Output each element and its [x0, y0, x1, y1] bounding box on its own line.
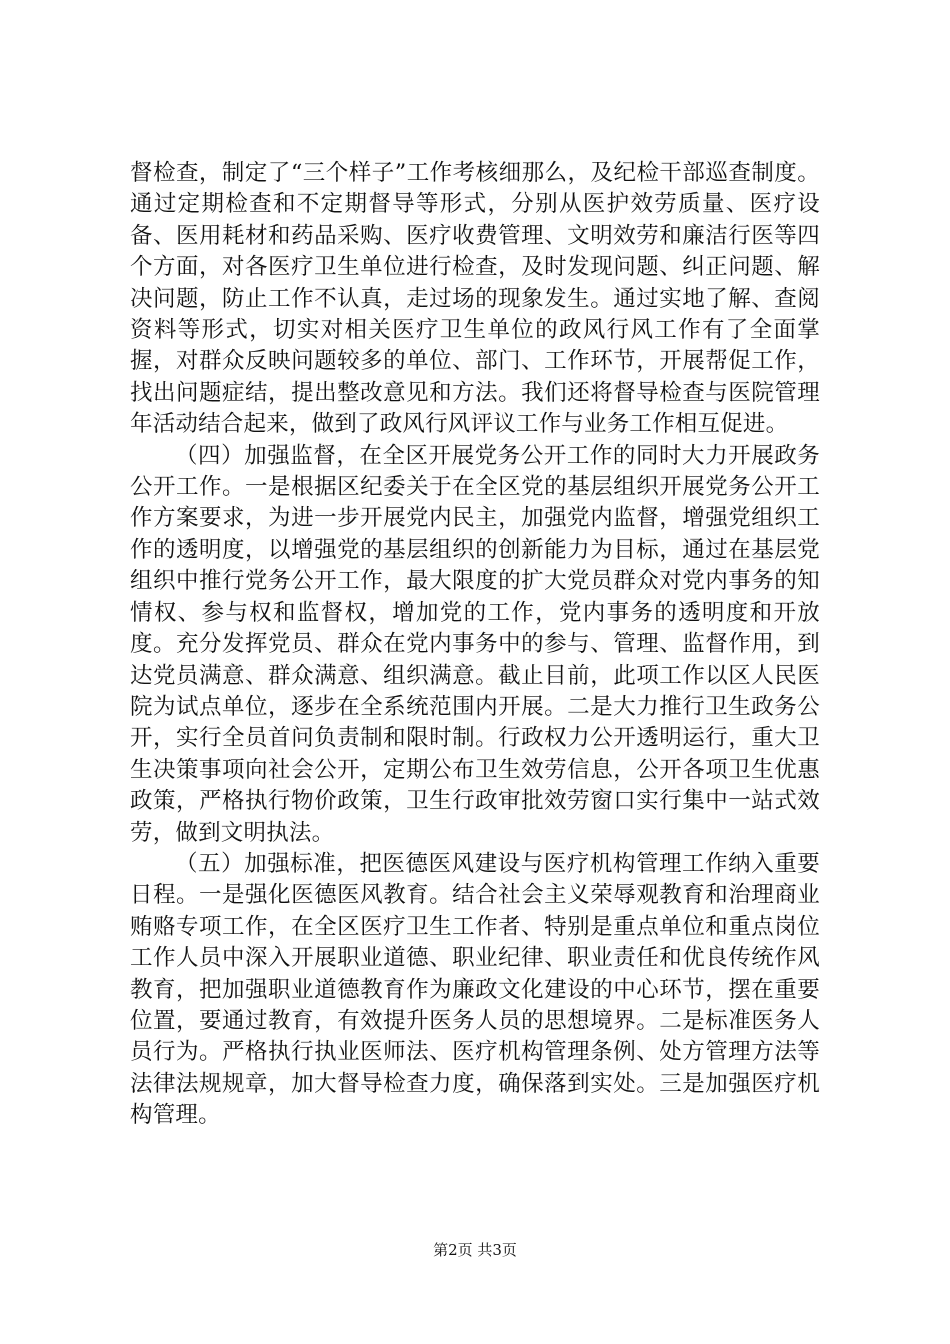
paragraph-3: （五）加强标准，把医德医风建设与医疗机构管理工作纳入重要日程。一是强化医德医风教育。结合社会主义荣辱观教育和治理商业贿赂专项工作，在全区医疗卫生工作者、特别是重点单位和重点岗位工作人员中深入开展职业道德、职业纪律、职业责任和优良传统作风教育，把加强职业道德教育作为廉政文化建设的中心环节，摆在重要位置，要通过教育，有效提升医务人员的思想境界。二是标准医务人员行为。严格执行执业医师法、医疗机构管理条例、处方管理方法等法律法规规章，加大督导检查力度，确保落到实处。三是加强医疗机构管理。 — [130, 850, 820, 1129]
paragraph-1: 督检查，制定了“三个样子”工作考核细那么，及纪检干部巡查制度。通过定期检查和不定期督导等形式，分别从医护效劳质量、医疗设备、医用耗材和药品采购、医疗收费管理、文明效劳和廉洁行医等四个方面，对各医疗卫生单位进行检查，及时发现问题、纠正问题、解决问题，防止工作不认真，走过场的现象发生。通过实地了解、查阅资料等形式，切实对相关医疗卫生单位的政风行风工作有了全面掌握，对群众反映问题较多的单位、部门、工作环节，开展帮促工作，找出问题症结，提出整改意见和方法。我们还将督导检查与医院管理年活动结合起来，做到了政风行风评议工作与业务工作相互促进。 — [130, 160, 820, 438]
document-body — [130, 158, 820, 1132]
paragraph-2: （四）加强监督，在全区开展党务公开工作的同时大力开展政务公开工作。一是根据区纪委关于在全区党的基层组织开展党务公开工作方案要求，为进一步开展党内民主，加强党内监督，增强党组织工作的透明度，以增强党的基层组织的创新能力为目标，通过在基层党组织中推行党务公开工作，最大限度的扩大党员群众对党内事务的知情权、参与权和监督权，增加党的工作，党内事务的透明度和开放度。充分发挥党员、群众在党内事务中的参与、管理、监督作用，到达党员满意、群众满意、组织满意。截止目前，此项工作以区人民医院为试点单位，逐步在全系统范围内开展。二是大力推行卫生政务公开，实行全员首问负责制和限时制。行政权力公开透明运行，重大卫生决策事项向社会公开，定期公布卫生效劳信息，公开各项卫生优惠政策，严格执行物价政策，卫生行政审批效劳窗口实行集中一站式效劳，做到文明执法。 — [130, 442, 820, 846]
page-footer: 第2页 共3页 — [433, 1241, 517, 1259]
